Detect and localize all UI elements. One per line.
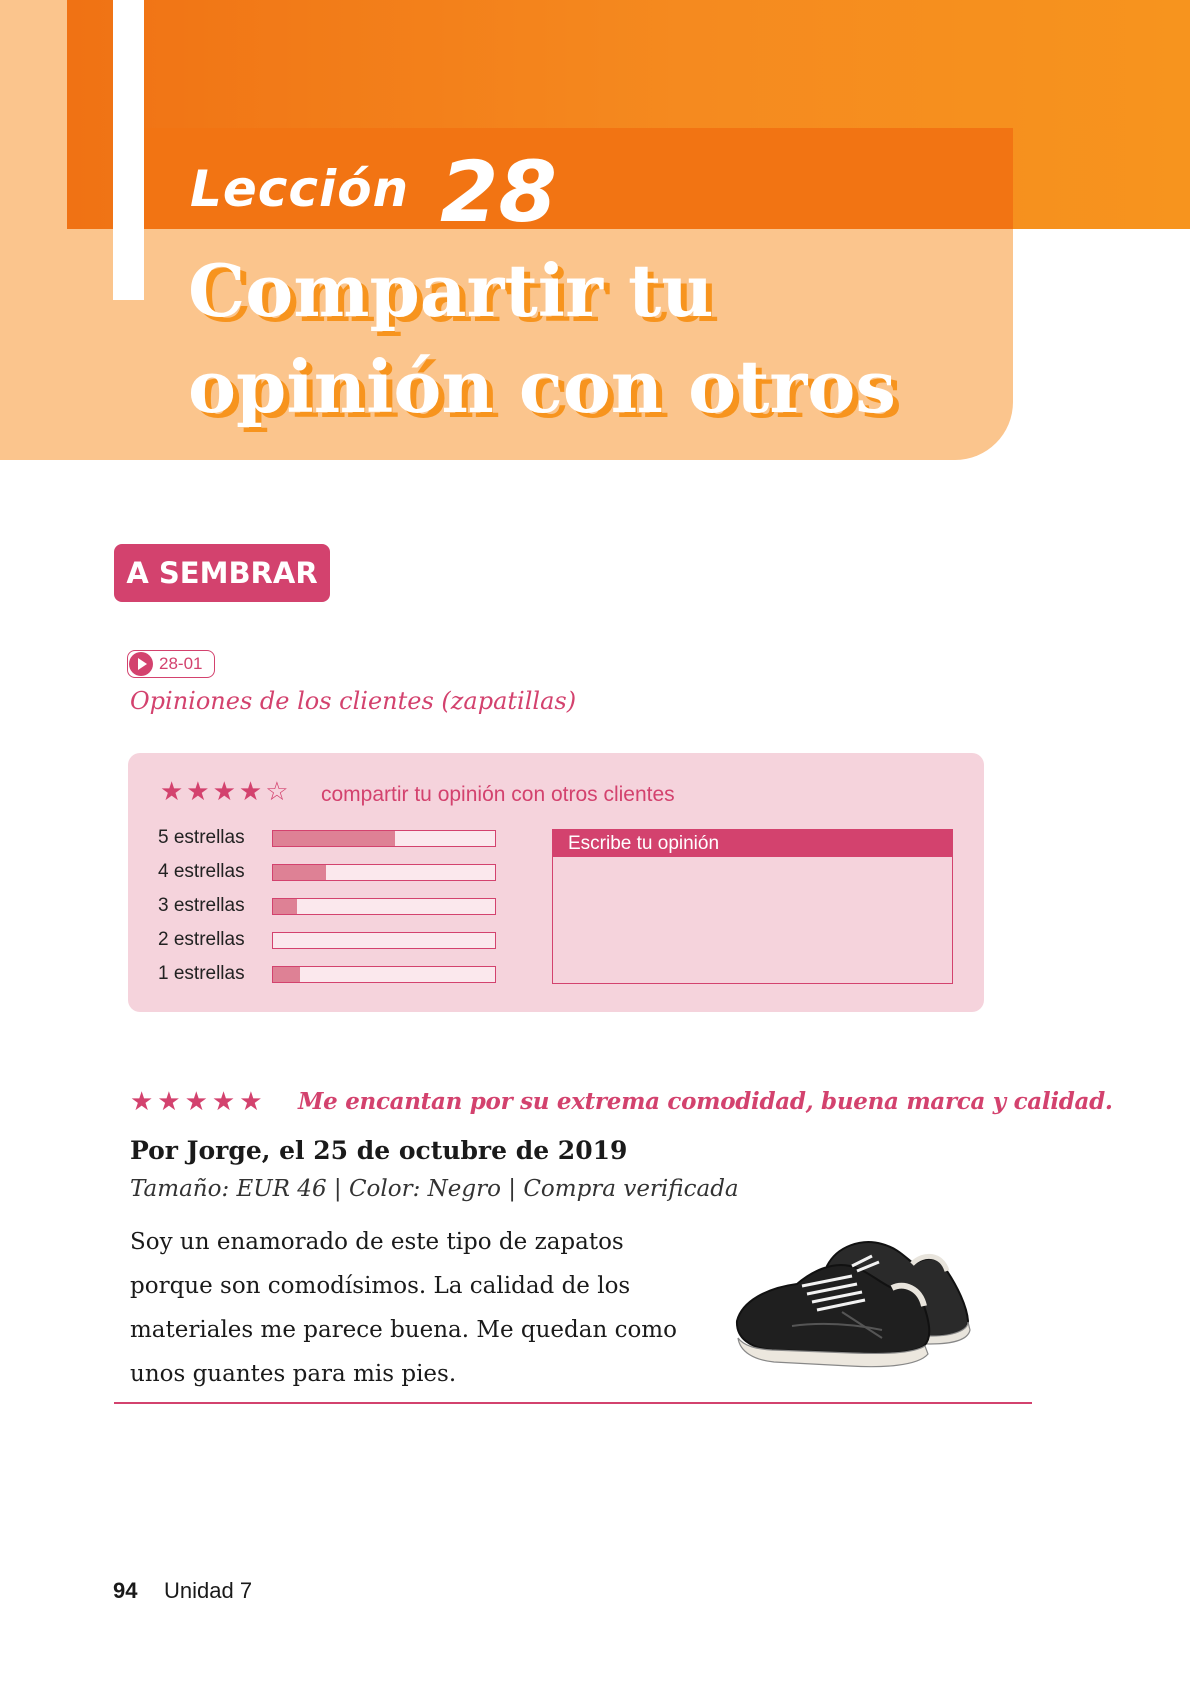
rating-bar (272, 864, 496, 881)
review-body-line: unos guantes para mis pies. (130, 1361, 457, 1387)
review-headline: Me encantan por su extrema comodidad, buena marca y calidad. (298, 1088, 1113, 1115)
rating-row-5[interactable] (158, 827, 496, 849)
review-star-rating: ★★★★★ (130, 1087, 267, 1117)
rating-row-1[interactable] (158, 963, 496, 985)
review-author: Por Jorge, el 25 de octubre de 2019 (130, 1136, 628, 1165)
rating-bar (272, 966, 496, 983)
play-icon[interactable] (129, 652, 153, 676)
page-number: 94 (113, 1578, 138, 1603)
review-body-line: Soy un enamorado de este tipo de zapatos (130, 1229, 624, 1255)
write-review-box[interactable] (552, 829, 953, 984)
rating-row-3[interactable] (158, 895, 496, 917)
page-title-line-2: opinión con otros (188, 344, 896, 429)
lesson-label: Lección (190, 160, 410, 218)
header-peach-left (0, 0, 67, 229)
rating-bar-fill (273, 865, 326, 880)
rating-bar-fill (273, 899, 297, 914)
rating-label: 2 estrellas (158, 929, 245, 950)
review-divider (114, 1402, 1032, 1404)
section-badge: A SEMBRAR (114, 544, 330, 602)
write-review-header[interactable]: Escribe tu opinión (553, 830, 952, 857)
section-subtitle: Opiniones de los clientes (zapatillas) (130, 687, 577, 715)
audio-track-code: 28-01 (159, 654, 203, 673)
header-white-stripe (113, 0, 144, 300)
unit-label: Unidad 7 (164, 1578, 253, 1603)
rating-bar-fill (273, 831, 395, 846)
review-meta: Tamaño: EUR 46 | Color: Negro | Compra verificada (130, 1176, 739, 1202)
review-body-line: porque son comodísimos. La calidad de los (130, 1273, 631, 1299)
panel-star-rating: ★★★★☆ (160, 777, 292, 807)
share-opinion-prompt[interactable]: compartir tu opinión con otros clientes (321, 783, 675, 806)
rating-label: 3 estrellas (158, 895, 245, 916)
rating-bar (272, 932, 496, 949)
review-body (130, 1220, 710, 1396)
audio-track-button[interactable] (127, 650, 215, 678)
lesson-number: 28 (440, 143, 557, 241)
rating-label: 1 estrellas (158, 963, 245, 984)
rating-bar (272, 898, 496, 915)
rating-bar (272, 830, 496, 847)
rating-label: 5 estrellas (158, 827, 245, 848)
rating-bar-fill (273, 967, 300, 982)
page-title-line-1: Compartir tu (188, 248, 714, 333)
rating-label: 4 estrellas (158, 861, 245, 882)
review-body-line: materiales me parece buena. Me quedan como (130, 1317, 677, 1343)
rating-row-2[interactable] (158, 929, 496, 951)
sneaker-illustration (732, 1226, 982, 1376)
rating-row-4[interactable] (158, 861, 496, 883)
